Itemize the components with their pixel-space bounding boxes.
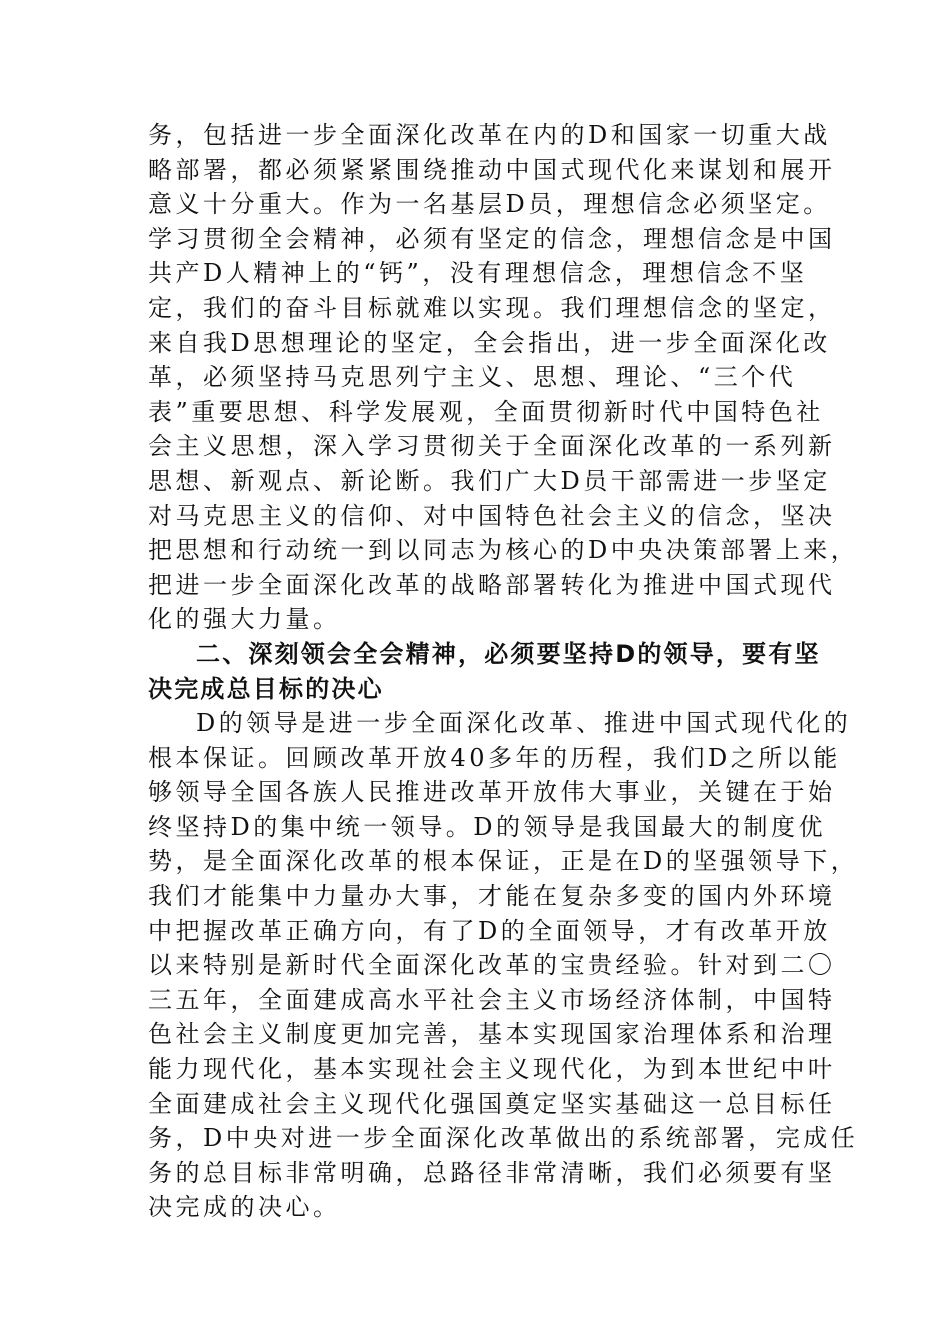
text-line: 三五年，全面建成高水平社会主义市场经济体制，中国特	[148, 985, 836, 1014]
text-line: 意义十分重大。作为一名基层D员，理想信念必须坚定。	[148, 190, 831, 219]
text-line: 务，D中央对进一步全面深化改革做出的系统部署，完成任	[148, 1124, 859, 1153]
text-line: 思想、新观点、新论断。我们广大D员干部需进一步坚定	[148, 466, 831, 495]
text-line: 务，包括进一步全面深化改革在内的D和国家一切重大战	[148, 121, 831, 149]
text-line: 决完成的决心。	[148, 1193, 341, 1222]
text-line: 把思想和行动统一到以同志为核心的D中央决策部署上来，	[148, 536, 859, 565]
text-line: 根本保证。回顾改革开放40多年的历程，我们D之所以能	[148, 743, 841, 772]
text-line: 定，我们的奋斗目标就难以实现。我们理想信念的坚定，	[148, 293, 836, 322]
text-line: 革，必须坚持马克思列宁主义、思想、理论、“三个代	[148, 363, 797, 392]
text-line: 务的总目标非常明确，总路径非常清晰，我们必须要有坚	[148, 1158, 836, 1187]
section-heading-2	[148, 637, 821, 706]
text-line: 来自我D思想理论的坚定，全会指出，进一步全面深化改	[148, 328, 831, 357]
paragraph-2	[148, 706, 859, 1225]
text-line: 会主义思想，深入学习贯彻关于全面深化改革的一系列新	[148, 432, 836, 461]
text-line: 能力现代化，基本实现社会主义现代化，为到本世纪中叶	[148, 1055, 836, 1084]
text-line: 把进一步全面深化改革的战略部署转化为推进中国式现代	[148, 570, 836, 599]
text-line: 终坚持D的集中统一领导。D的领导是我国最大的制度优	[148, 812, 826, 841]
text-line: 略部署，都必须紧紧围绕推动中国式现代化来谋划和展开	[148, 155, 836, 184]
document-body	[148, 118, 859, 1225]
text-line: 色社会主义制度更加完善，基本实现国家治理体系和治理	[148, 1020, 836, 1049]
text-line: 化的强大力量。	[148, 605, 341, 634]
text-line: 以来特别是新时代全面深化改革的宝贵经验。针对到二〇	[148, 951, 836, 980]
text-line: 势，是全面深化改革的根本保证，正是在D的坚强领导下，	[148, 847, 859, 876]
text-line: 表”重要思想、科学发展观，全面贯彻新时代中国特色社	[148, 397, 824, 426]
text-line: 中把握改革正确方向，有了D的全面领导，才有改革开放	[148, 916, 831, 945]
text-line: 对马克思主义的信仰、对中国特色社会主义的信念，坚决	[148, 501, 836, 530]
text-line: D的领导是进一步全面深化改革、推进中国式现代化的	[196, 709, 852, 738]
heading-line: 二、深刻领会全会精神，必须要坚持D的领导，要有坚	[196, 639, 821, 668]
text-line: 我们才能集中力量办大事，才能在复杂多变的国内外环境	[148, 882, 836, 911]
heading-line: 决完成总目标的决心	[148, 674, 384, 703]
text-line: 够领导全国各族人民推进改革开放伟大事业，关键在于始	[148, 778, 836, 807]
text-line: 学习贯彻全会精神，必须有坚定的信念，理想信念是中国	[148, 224, 836, 253]
text-line: 全面建成社会主义现代化强国奠定坚实基础这一总目标任	[148, 1089, 836, 1118]
paragraph-1	[148, 118, 859, 637]
text-line: 共产D人精神上的“钙”，没有理想信念，理想信念不坚	[148, 259, 808, 288]
